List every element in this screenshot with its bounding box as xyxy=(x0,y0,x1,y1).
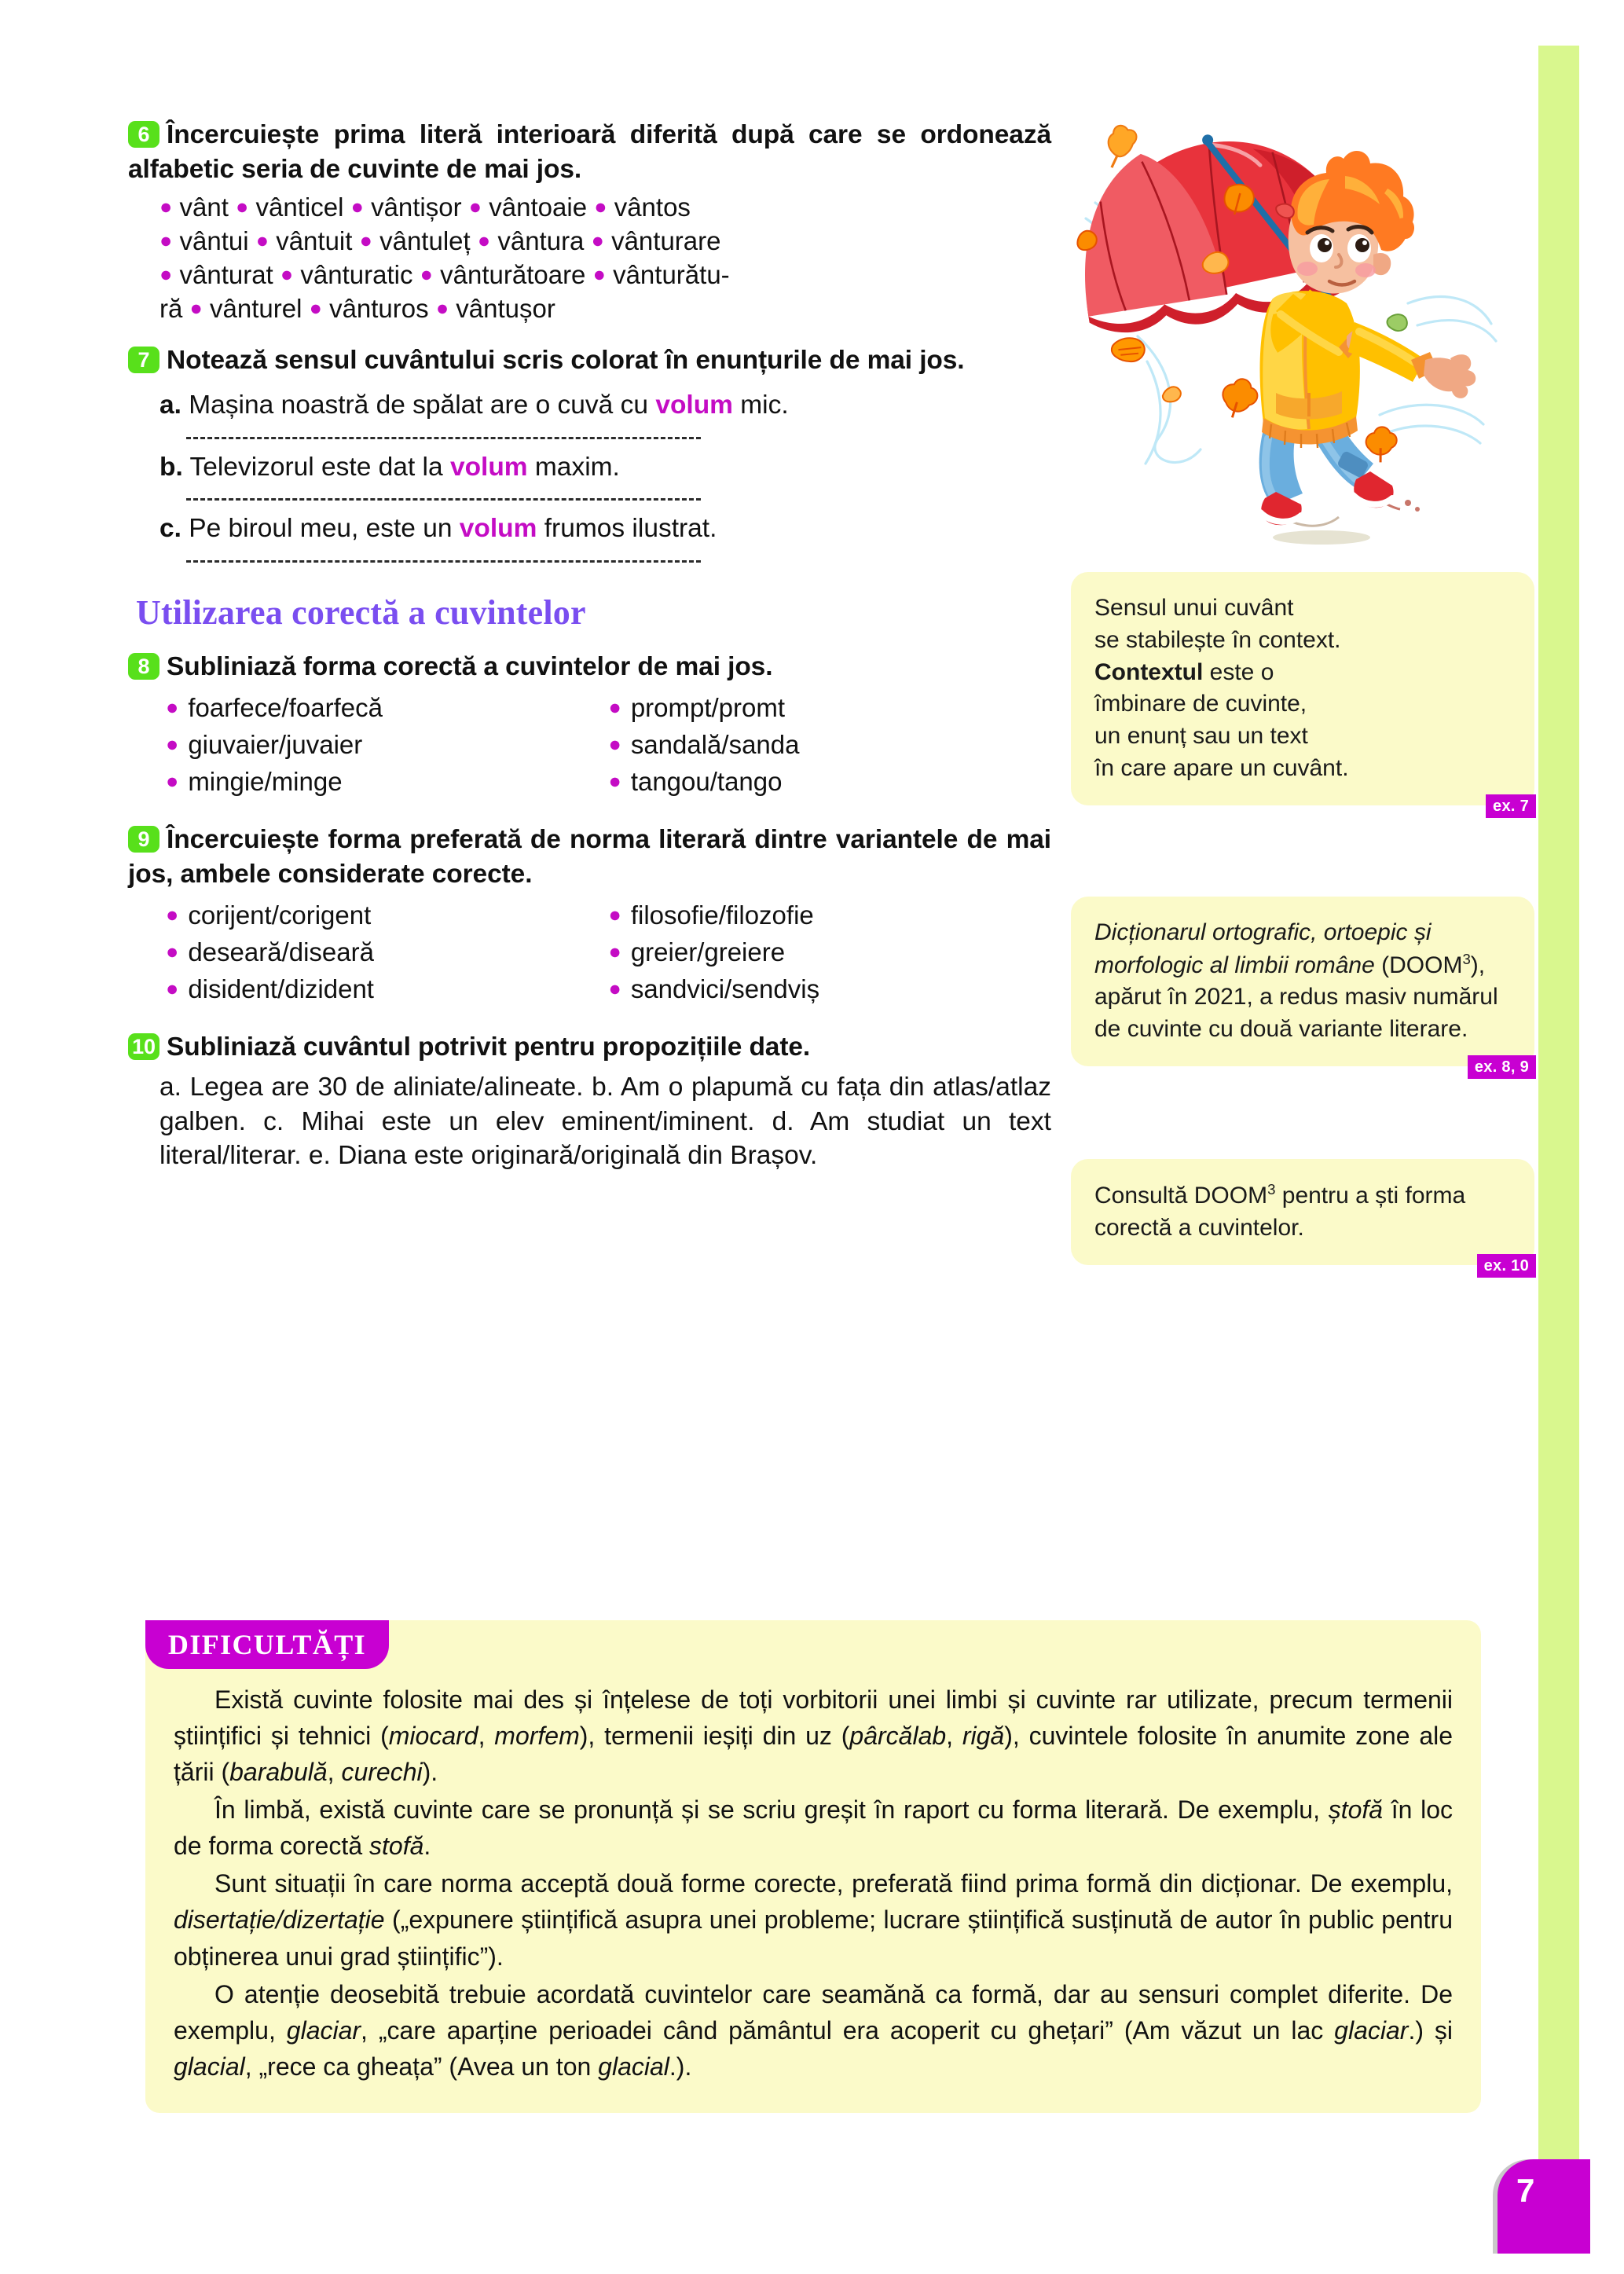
word: vântoaie xyxy=(489,193,588,222)
word: vânturătu- xyxy=(613,259,730,289)
page-number-badge xyxy=(1498,2159,1590,2254)
bullet-dot-icon: ● xyxy=(359,228,372,252)
exercise-6-prompt xyxy=(128,118,1051,186)
exercise-7-item-b xyxy=(128,450,1051,485)
option-label: sandvici/sendviș xyxy=(630,974,820,1003)
exercise-6-word-list xyxy=(128,191,1051,326)
note-line: un enunț sau un text xyxy=(1094,723,1308,750)
difficulties-paragraph: O atenție deosebită trebuie acordată cuvintelor care seamănă ca formă, dar au sensuri complet diferite. De exemplu, glaciar, „care aparține perioadei când pământul era acoperit cu ghețari” (Am văzut un lac glaciar.) și glacial, „rece ca gheața” (Avea un ton glacial.). xyxy=(174,1979,1454,2081)
word: ră xyxy=(159,293,183,323)
option-item[interactable] xyxy=(609,764,1052,801)
side-notes-column xyxy=(1071,118,1534,1275)
note-line: Sensul unui cuvânt xyxy=(1094,595,1294,621)
exercise-9-prompt xyxy=(128,823,1051,891)
exercise-7-prompt xyxy=(128,343,1051,378)
option-item[interactable] xyxy=(609,897,1052,934)
option-label: greier/greiere xyxy=(630,937,786,966)
item-text-after: mic. xyxy=(732,391,789,420)
option-label: filosofie/filozofie xyxy=(630,900,814,930)
note-exercise-tag: ex. 7 xyxy=(1486,794,1536,818)
word-line xyxy=(159,292,1051,326)
note-spacer xyxy=(1071,812,1534,897)
note-exercise-tag: ex. 8, 9 xyxy=(1468,1055,1536,1079)
bullet-dot-icon: ● xyxy=(594,195,607,219)
options-column-left xyxy=(166,690,609,801)
word: vânturat xyxy=(179,259,273,289)
exercise-7-prompt-text: Notează sensul cuvântului scris colorat în enunțurile de mai jos. xyxy=(167,345,965,375)
word: vântui xyxy=(179,226,249,255)
item-letter: c. xyxy=(159,514,181,544)
note-bold-word: Contextul xyxy=(1094,658,1204,685)
bullet-dot-icon: ● xyxy=(608,695,621,720)
option-item[interactable] xyxy=(609,934,1052,971)
word-line xyxy=(159,225,1051,259)
word: vântura xyxy=(497,226,585,255)
note-line: se stabilește în context. xyxy=(1094,626,1341,653)
option-item[interactable] xyxy=(166,690,609,727)
bullet-dot-icon: ● xyxy=(608,939,621,963)
bullet-dot-icon: ● xyxy=(309,295,322,320)
difficulties-paragraph: Sunt situații în care norma acceptă două forme corecte, preferată fiind prima formă din dicționar. De exemplu, disertație/dizertație („expunere științifică asupra unei probleme; lucrare științifică susținută de autor în public pentru obținerea unui grad științific”). xyxy=(174,1869,1453,1971)
answer-write-line-b[interactable] xyxy=(186,498,701,501)
option-item[interactable] xyxy=(609,727,1052,764)
exercise-10-prompt-text: Subliniază cuvântul potrivit pentru propozițiile date. xyxy=(167,1032,811,1062)
note-italic-text: Dicționarul ortografic, ortoepic și morfologic al limbii române xyxy=(1094,919,1432,978)
exercise-8-prompt-text: Subliniază forma corectă a cuvintelor de mai jos. xyxy=(167,651,773,681)
bullet-dot-icon: ● xyxy=(166,976,179,1000)
option-label: giuvaier/juvaier xyxy=(188,730,363,760)
option-item[interactable] xyxy=(166,764,609,801)
word-line xyxy=(159,259,1051,292)
item-text-before: Pe biroul meu, este un xyxy=(189,514,460,544)
options-column-right xyxy=(609,690,1052,801)
option-label: mingie/minge xyxy=(188,767,343,797)
exercise-10-prompt xyxy=(128,1030,1051,1065)
bullet-dot-icon: ● xyxy=(166,769,179,794)
exercise-10 xyxy=(128,1030,1051,1173)
exercise-7-item-a xyxy=(128,388,1051,423)
bullet-dot-icon: ● xyxy=(435,295,449,320)
exercise-7 xyxy=(128,343,1051,563)
word: vânturel xyxy=(210,293,302,323)
word: vântuleț xyxy=(379,226,471,255)
exercise-number-badge: 6 xyxy=(128,121,159,148)
exercise-9 xyxy=(128,823,1051,1008)
bullet-dot-icon: ● xyxy=(166,903,179,927)
word-line xyxy=(159,191,1051,225)
option-item[interactable] xyxy=(609,690,1052,727)
bullet-dot-icon: ● xyxy=(159,262,173,286)
exercise-number-badge: 9 xyxy=(128,826,159,853)
note-line: Contextul este o xyxy=(1094,658,1274,685)
exercise-7-item-c xyxy=(128,512,1051,546)
word: vânticel xyxy=(255,193,344,222)
word: vânt xyxy=(179,193,229,222)
bullet-dot-icon: ● xyxy=(350,195,364,219)
bullet-dot-icon: ● xyxy=(189,295,203,320)
exercise-number-badge: 10 xyxy=(128,1033,159,1060)
bullet-dot-icon: ● xyxy=(468,195,482,219)
section-heading: Utilizarea corectă a cuvintelor xyxy=(136,592,586,632)
main-content-column xyxy=(128,118,1051,1178)
bullet-dot-icon: ● xyxy=(159,195,173,219)
bullet-dot-icon: ● xyxy=(608,732,621,757)
option-item[interactable] xyxy=(166,897,609,934)
highlighted-word: volum xyxy=(655,391,733,420)
word: vânturos xyxy=(329,293,429,323)
exercise-10-sentences xyxy=(128,1070,1051,1173)
note-line: îmbinare de cuvinte, xyxy=(1094,691,1307,717)
note-spacer xyxy=(1071,1073,1534,1159)
option-label: sandală/sanda xyxy=(630,730,800,760)
option-label: prompt/promt xyxy=(630,693,786,723)
option-label: tangou/tango xyxy=(630,767,783,797)
option-label: foarfece/foarfecă xyxy=(188,693,383,723)
item-text-after: maxim. xyxy=(527,452,620,482)
note-doom xyxy=(1071,897,1534,1076)
note-roman-text: (DOOM$^3$), apărut în 2021, a redus masiv numărul de cuvinte cu două variante literare. xyxy=(1094,950,1498,1043)
options-column-right xyxy=(609,897,1052,1008)
option-item[interactable] xyxy=(609,971,1052,1008)
answer-write-line-a[interactable] xyxy=(186,437,701,439)
item-text-before: Televizorul este dat la xyxy=(189,452,450,482)
highlighted-word: volum xyxy=(459,514,537,544)
item-letter: b. xyxy=(159,452,183,482)
option-label: corijent/corigent xyxy=(188,900,372,930)
item-letter: a. xyxy=(159,391,181,420)
note-text: Consultă DOOM$^3$ pentru a ști forma corectă a cuvintelor. xyxy=(1094,1180,1466,1241)
bullet-dot-icon: ● xyxy=(591,228,604,252)
exercise-8-options xyxy=(128,690,1051,801)
exercise-number-badge: 8 xyxy=(128,653,159,680)
exercise-9-prompt-text: Încercuiește forma preferată de norma literară dintre variantele de mai jos, ambele considerate corecte. xyxy=(128,824,1051,889)
bullet-dot-icon: ● xyxy=(166,939,179,963)
bullet-dot-icon: ● xyxy=(420,262,433,286)
bullet-dot-icon: ● xyxy=(166,695,179,720)
difficulties-paragraph: În limbă, există cuvinte care se pronunță și se scriu greșit în raport cu forma literară. De exemplu, ștofă în loc de forma corectă stofă. xyxy=(174,1795,1454,1861)
bullet-dot-icon: ● xyxy=(166,732,179,757)
word: vânturătoare xyxy=(440,259,586,289)
exercise-9-options xyxy=(128,897,1051,1008)
bullet-dot-icon: ● xyxy=(255,228,269,252)
difficulties-badge-label: DIFICULTĂȚI xyxy=(167,1629,367,1660)
page-edge-stripe xyxy=(1538,46,1579,2167)
note-consulta xyxy=(1071,1159,1534,1275)
bullet-dot-icon: ● xyxy=(608,976,621,1000)
item-text-after: frumos ilustrat. xyxy=(537,514,717,544)
bullet-dot-icon: ● xyxy=(608,903,621,927)
bullet-dot-icon: ● xyxy=(236,195,249,219)
exercise-6 xyxy=(128,118,1051,326)
highlighted-word: volum xyxy=(449,452,528,482)
answer-write-line-c[interactable] xyxy=(186,560,701,563)
option-item[interactable] xyxy=(166,727,609,764)
note-exercise-tag: ex. 10 xyxy=(1477,1254,1536,1278)
item-text-before: Mașina noastră de spălat are o cuvă cu xyxy=(189,391,656,420)
word: vântuit xyxy=(276,226,353,255)
bullet-dot-icon: ● xyxy=(477,228,491,252)
word: vântușor xyxy=(456,293,555,323)
word: vântos xyxy=(614,193,691,222)
difficulties-panel xyxy=(145,1620,1481,2113)
exercise-8-prompt xyxy=(128,650,1051,684)
option-item[interactable] xyxy=(166,971,609,1008)
page-number: 7 xyxy=(1516,2172,1535,2209)
difficulties-body xyxy=(145,1620,1481,2113)
word: vântișor xyxy=(371,193,462,222)
note-line: în care apare un cuvânt. xyxy=(1094,754,1349,781)
option-label: disident/dizident xyxy=(188,974,374,1003)
exercise-number-badge: 7 xyxy=(128,347,159,373)
word: vânturare xyxy=(611,226,721,255)
difficulties-badge xyxy=(145,1620,389,1669)
options-column-left xyxy=(166,897,609,1008)
bullet-dot-icon: ● xyxy=(592,262,606,286)
note-context xyxy=(1071,572,1534,815)
option-item[interactable] xyxy=(166,934,609,971)
option-label: deseară/diseară xyxy=(188,937,374,966)
word: vânturatic xyxy=(300,259,413,289)
difficulties-paragraph: Există cuvinte folosite mai des și înțelese de toți vorbitorii unei limbi și cuvinte rar utilizate, precum termenii științifici și tehnici (miocard, morfem), termenii ieșiți din uz (pârcălab, rigă), cuvintele folosite în anumite zone ale țării (barabulă, curechi). xyxy=(174,1685,1454,1787)
exercise-8 xyxy=(128,650,1051,801)
bullet-dot-icon: ● xyxy=(608,769,621,794)
illustration-spacer xyxy=(1071,118,1534,572)
exercise-10-sentences-text: a. Legea are 30 de aliniate/alineate. b. Am o plapumă cu fața din atlas/atlaz galben. c. Mihai este un elev eminent/iminent. d. Am studiat un text literal/literar. e. Diana este originară/originală din Brașov. xyxy=(159,1073,1051,1171)
bullet-dot-icon: ● xyxy=(280,262,294,286)
bullet-dot-icon: ● xyxy=(159,228,173,252)
exercise-6-prompt-text: Încercuiește prima literă interioară diferită după care se ordonează alfabetic seria de cuvinte de mai jos. xyxy=(128,120,1051,184)
